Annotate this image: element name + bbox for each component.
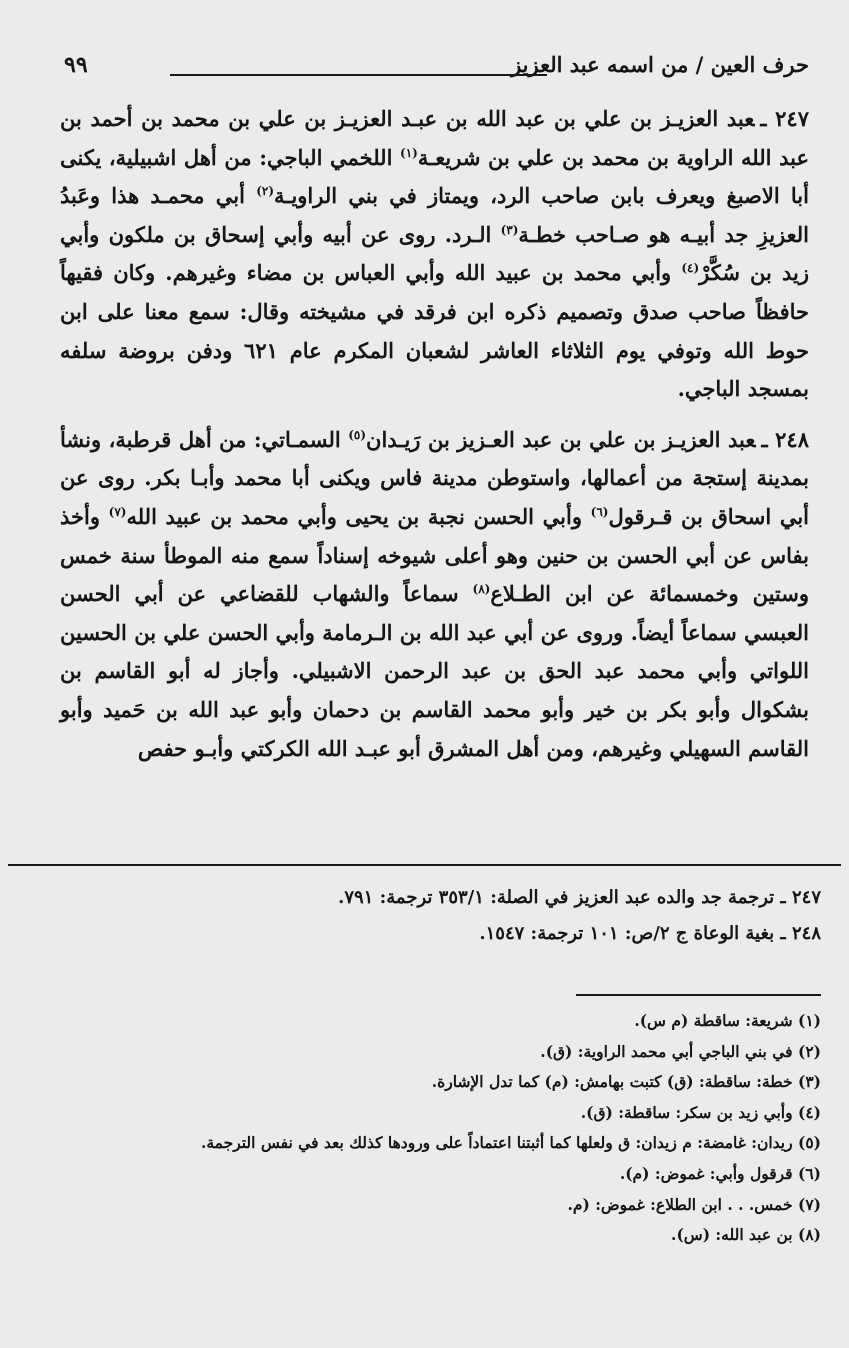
entry-text: الـرد. روى عن أبيه وأبي إسحاق بن ملكون وأبي زيد بن سُكَّرْ [60,221,810,286]
footnote-ref: (٨) [472,582,491,597]
footnotes-section [40,1006,821,1251]
source-line: ٢٤٨ ـ بغية الوعاة ج ٢/ص: ١٠١ ترجمة: ١٥٤٧. [479,923,821,944]
entry-text: عبد العزيـز بن علي بن عبد العـزيز بن رَيـدان [366,426,756,452]
footnote-ref: (٧) [108,504,127,519]
entry-248 [60,421,809,768]
footnote-ref: (٢) [256,184,275,199]
footnote-item: (٦) قرقول وأبي: غموض: (م). [619,1163,821,1183]
page-number: ٩٩ [64,52,88,78]
footnote-ref: (٥) [348,427,367,442]
entry-number: ٢٤٧ ـ [760,106,809,131]
footnote-item: (٢) في بني الباجي أبي محمد الراوية: (ق). [540,1041,821,1061]
header-rule [170,74,547,76]
sources-divider [8,864,841,866]
running-header [60,46,809,88]
footnote-item: (١) شريعة: ساقطة (م س). [634,1011,821,1030]
footnote-ref: (١) [400,145,418,160]
footnote-item: (٤) وأبي زيد بن سكر: ساقطة: (ق). [580,1102,821,1122]
footnote-ref: (٤) [681,261,700,276]
footnote-ref: (٦) [590,504,609,519]
entry-text: أبي محمـد هذا وعَبدُ العزيزِ جد أبيـه هو صـاحب خطـة [60,183,809,247]
footnote-item: (٥) ريدان: غامضة: م زيدان: ق ولعلها كما أثبتنا اعتماداً على ورودها كذلك بعد في نفس الترجمة. [200,1133,821,1153]
entry-text: سماعاً والشهاب للقضاعي عن أبي الحسن العبسي سماعاً أيضاً. وروى عن أبي عبد الله بن الـرمامة وأبي الحسن علي بن الحسين اللواتي وأبي محمد عبد الحق بن عبد الرحمن الاشبيلي. وأجاز له أبو القاسم بن بشكوال وأبو بكر بن خير وأبو محمد القاسم بن دحمان وأبو عبد الله بن حَميد وأبو القاسم السهيلي وغيرهم، ومن أهل المشرق أبو عبـد الله الكركتي وأبـو حفص [60,581,809,761]
footnote-ref: (٣) [500,222,519,237]
entry-text: عبد العزيـز بن علي بن عبد الله بن عبـد العزيـز بن علي بن محمد بن أحمد بن عبد الله الراوية بن محمد بن علي بن شريعـة [60,106,809,170]
entry-247 [60,100,809,409]
source-line: ٢٤٧ ـ ترجمة جد والده عبد العزيز في الصلة: ٣٥٣/١ ترجمة: ٧٩١. [338,887,821,908]
footnote-item: (٣) خطة: ساقطة: (ق) كتبت بهامش: (م) كما تدل الإشارة. [431,1072,821,1092]
main-text [60,100,809,780]
entry-text: السمـاتي: من أهل قرطبة، ونشأ بمدينة إستجة من أعمالها، واستوطن مدينة فاس ويكنى أبا محمد وأبـا بكر. روى عن أبي اسحاق بن قـرقول [60,426,810,529]
footnotes-divider [576,994,821,996]
entry-number: ٢٤٨ ـ [761,426,809,452]
entry-text: اللخمي الباجي: من أهل اشبيلية، يكنى أبا الاصبغ ويعرف بابن صاحب الرد، ويمتاز في بني الراويـة [60,144,809,209]
sources-section [40,880,821,952]
entry-text: وأخذ بفاس عن أبي الحسن بن حنين وهو أعلى شيوخه إسناداً سمع منه الموطأ سنة خمس وستين وخمسمائة عن ابن الطـلاع [60,503,809,607]
header-title: حرف العين / من اسمه عبد العزيز [511,52,809,77]
entry-text: وأبي محمد بن عبيد الله وأبي العباس بن مضاء وغيرهم. وكان فقيهاً حافظاً صاحب صدق وتصميم ذكره ابن فرقد في مشيخته وقال: سمع معنا على ابن حوط الله وتوفي يوم الثلاثاء العاشر لشعبان المكرم عام ٦٢١ ودفن بروضة سلفه بمسجد الباجي. [60,260,810,402]
entry-text: وأبي الحسن نجبة بن يحيى وأبي محمد بن عبيد الله [126,503,591,529]
footnote-item: (٨) بن عبد الله: (س). [671,1225,821,1245]
footnote-item: (٧) خمس. . . ابن الطلاع: غموض: (م. [567,1194,821,1214]
